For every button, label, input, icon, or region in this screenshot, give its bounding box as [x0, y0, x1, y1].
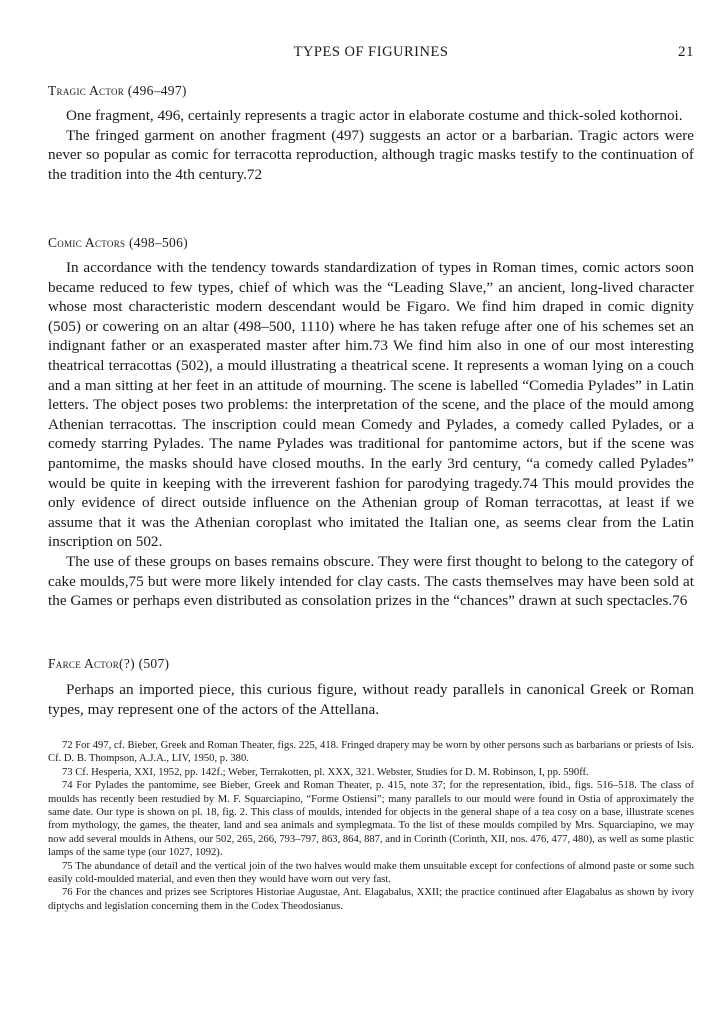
footnote: 75 The abundance of detail and the vertical join of the two halves would make them unsuitable except for confections of almond paste or some such easily cold-moulded material, and even then they would have worn out very fast. [48, 860, 694, 886]
running-title: TYPES OF FIGURINES [293, 44, 449, 60]
footnote: 72 For 497, cf. Bieber, Greek and Roman Theater, figs. 225, 418. Fringed drapery may be worn by other persons such as barbarians or priests of Isis. Cf. D. B. Thompson, A.J.A., LIV, 1950, p. 380. [48, 740, 694, 765]
paragraph: One fragment, 496, certainly represents a tragic actor in elaborate costume and thick-soled kothornoi. [66, 107, 683, 124]
section-body-tragic-actor [48, 106, 694, 184]
paragraph: The fringed garment on another fragment (497) suggests an actor or a barbarian. Tragic actors were never so popular as comic for terracotta reproduction, although tragic masks testify to the continuation of the tradition into the 4th century.72 [48, 126, 694, 183]
section-heading-tragic-actor: Tragic Actor (496–497) [48, 83, 187, 98]
footnote: 76 For the chances and prizes see Scriptores Historiae Augustae, Ant. Elagabalus, XXII; the practice continued after Elagabalus as shown by ivory diptychs and legislation concerning them in the Codex Theodosianus. [48, 887, 694, 912]
section-body-farce-actor [48, 680, 694, 719]
footnotes [48, 739, 694, 913]
section-heading-farce-actor: Farce Actor(?) (507) [48, 656, 170, 671]
section-body-comic-actors [48, 258, 694, 611]
paragraph: The use of these groups on bases remains obscure. They were first thought to belong to the category of cake moulds,75 but were more likely intended for clay casts. The casts themselves may have been sold at the Games or perhaps even distributed as consolation prizes in the “chances” drawn at such spectacles.76 [48, 552, 694, 610]
running-header [48, 44, 694, 64]
paragraph: In accordance with the tendency towards standardization of types in Roman times, comic actors soon became reduced to few types, chief of which was the “Leading Slave,” an ancient, long-lived character whose most characteristic modern descendant would be Figaro. We find him draped in comic dignity (505) or cowering on an altar (498–500, 1110) where he has taken refuge after one of his schemes set an indignant father or an exasperated master after him.73 We find him also in one of our most interesting theatrical terracottas (502), a mould illustrating a theatrical scene. It represents a woman lying on a couch and a man sitting at her feet in an attitude of mourning. The scene is labelled “Comedia Pylades” in Latin letters. The object poses two problems: the interpretation of the scene, and the place of the mould among Athenian terracottas. The inscription could mean Comedy and Pylades, a comedy called Pylades, or a comedy starring Pylades. The name Pylades was traditional for pantomime actors, but if the scene was pantomime, the masks should have closed mouths. In the early 3rd century, “a comedy called Pylades” would be quite in keeping with the irreverent fashion for parodying tragedy.74 This mould provides the only evidence of direct outside influence on the Athenian group of Roman terracottas, at least if we assume that it was the Athenian coroplast who imitated the Italian one, as seems clear from the Latin inscription on 502. [48, 259, 694, 551]
footnote: 74 For Pylades the pantomime, see Bieber, Greek and Roman Theater, p. 415, note 37; for the representation, ibid., figs. 516–518. The class of moulds has recently been restudied by M. F. Squarciapino, “Forme Ostiensi”; many parallels to our mould were found in Ostia of approximately the same date. Our type is shown on pl. 18, fig. 2. This class of moulds, intended for objects in the general shape of a tea cosy on a base, illustrate scenes from mythology, the games, the theater, land and sea animals and symplegmata. To the list of these moulds compiled by Mrs. Squarciapino, we may now add several moulds in Athens, our 502, 265, 266, 793–797, 863, 864, 887, and in Corinth (Corinth, XII, nos. 476, 477, 480), as well as some plastic lamps of the same type (our 1027, 1092). [48, 780, 694, 859]
paragraph: Perhaps an imported piece, this curious figure, without ready parallels in canonical Greek or Roman types, may represent one of the actors of the Attellana. [48, 681, 694, 718]
section-heading-comic-actors: Comic Actors (498–506) [48, 235, 188, 250]
footnote: 73 Cf. Hesperia, XXI, 1952, pp. 142f.; Weber, Terrakotten, pl. XXX, 321. Webster, Studies for D. M. Robinson, I, pp. 590ff. [62, 766, 589, 778]
page-number: 21 [678, 44, 694, 60]
